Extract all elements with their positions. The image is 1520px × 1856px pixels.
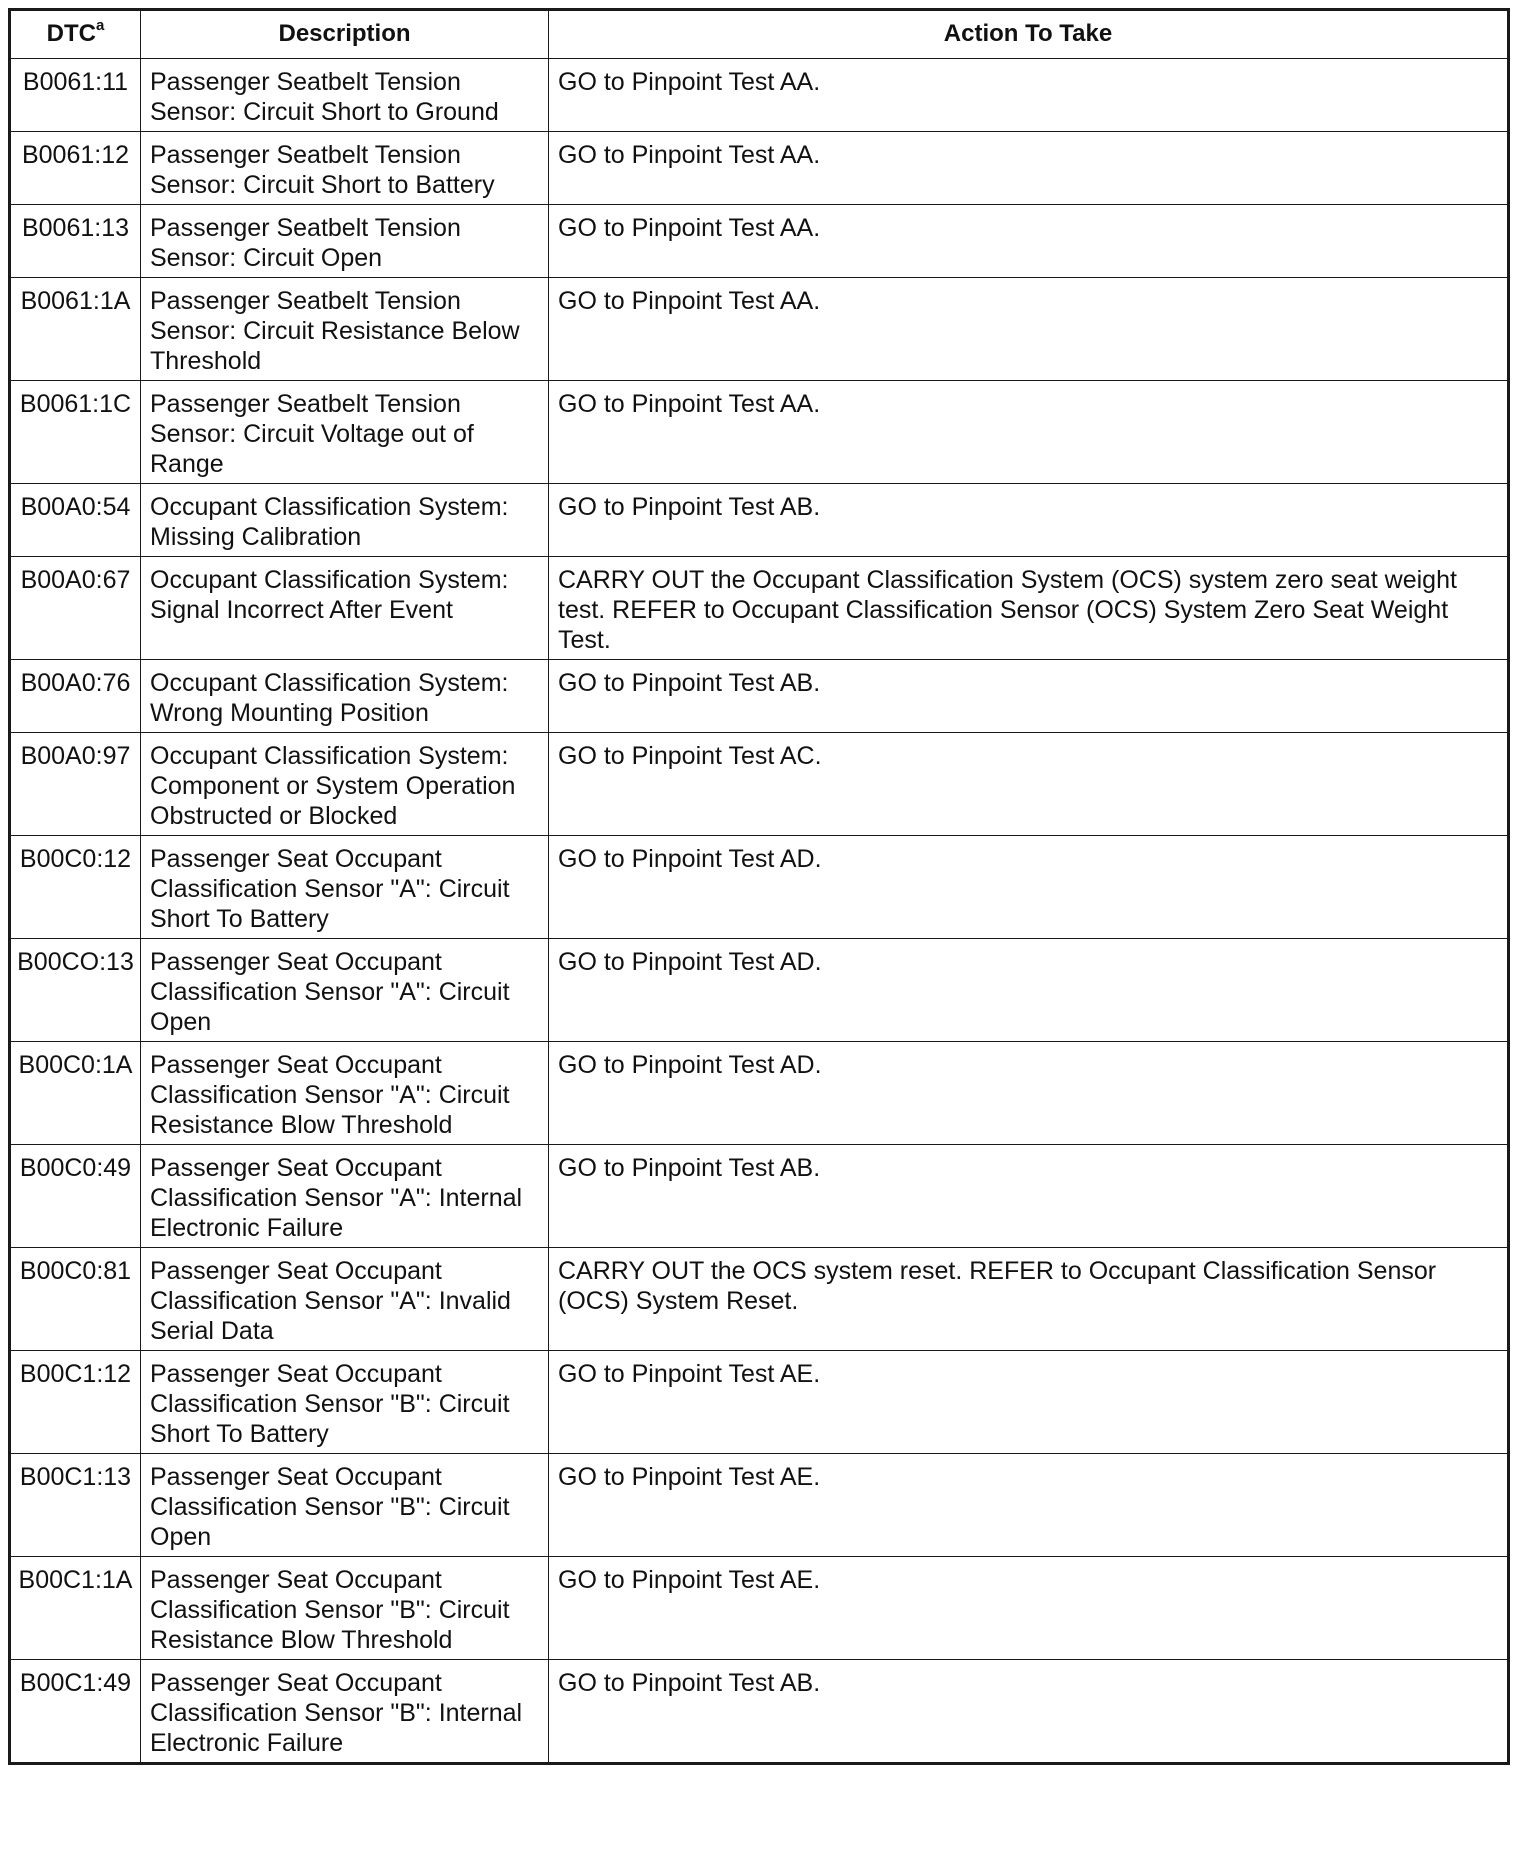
- description-cell: Passenger Seat Occupant Classification Sensor "A": Circuit Short To Battery: [141, 836, 549, 939]
- action-cell: GO to Pinpoint Test AC.: [549, 733, 1509, 836]
- table-row: [10, 1454, 1509, 1557]
- dtc-cell: B00C1:12: [10, 1351, 141, 1454]
- action-cell: GO to Pinpoint Test AB.: [549, 1145, 1509, 1248]
- action-cell: GO to Pinpoint Test AA.: [549, 59, 1509, 132]
- dtc-cell: B00CO:13: [10, 939, 141, 1042]
- dtc-cell: B0061:13: [10, 205, 141, 278]
- action-cell: GO to Pinpoint Test AA.: [549, 381, 1509, 484]
- table-row: [10, 1557, 1509, 1660]
- action-cell: GO to Pinpoint Test AB.: [549, 484, 1509, 557]
- dtc-cell: B00C0:1A: [10, 1042, 141, 1145]
- action-cell: GO to Pinpoint Test AA.: [549, 132, 1509, 205]
- action-cell: GO to Pinpoint Test AB.: [549, 1660, 1509, 1764]
- dtc-cell: B0061:11: [10, 59, 141, 132]
- table-body: [10, 59, 1509, 1764]
- action-cell: GO to Pinpoint Test AE.: [549, 1454, 1509, 1557]
- table-row: [10, 1660, 1509, 1764]
- table-row: [10, 1351, 1509, 1454]
- dtc-cell: B00A0:97: [10, 733, 141, 836]
- dtc-cell: B00C1:13: [10, 1454, 141, 1557]
- action-cell: GO to Pinpoint Test AE.: [549, 1557, 1509, 1660]
- description-cell: Passenger Seat Occupant Classification Sensor "A": Internal Electronic Failure: [141, 1145, 549, 1248]
- table-row: [10, 1042, 1509, 1145]
- table-row: [10, 733, 1509, 836]
- description-cell: Passenger Seat Occupant Classification Sensor "B": Circuit Resistance Blow Threshold: [141, 1557, 549, 1660]
- header-dtc: [10, 10, 141, 59]
- description-cell: Occupant Classification System: Signal Incorrect After Event: [141, 557, 549, 660]
- dtc-cell: B00A0:76: [10, 660, 141, 733]
- dtc-cell: B00C0:49: [10, 1145, 141, 1248]
- action-cell: GO to Pinpoint Test AD.: [549, 1042, 1509, 1145]
- action-cell: CARRY OUT the OCS system reset. REFER to Occupant Classification Sensor (OCS) System Reset.: [549, 1248, 1509, 1351]
- action-cell: CARRY OUT the Occupant Classification System (OCS) system zero seat weight test. REFER to Occupant Classification Sensor (OCS) System Zero Seat Weight Test.: [549, 557, 1509, 660]
- table-row: [10, 205, 1509, 278]
- table-row: [10, 381, 1509, 484]
- table-row: [10, 132, 1509, 205]
- table-row: [10, 278, 1509, 381]
- dtc-cell: B0061:1A: [10, 278, 141, 381]
- dtc-cell: B00C0:81: [10, 1248, 141, 1351]
- dtc-table: [8, 8, 1510, 1765]
- header-dtc-label: DTC: [46, 20, 96, 47]
- table-row: [10, 660, 1509, 733]
- description-cell: Passenger Seatbelt Tension Sensor: Circuit Short to Battery: [141, 132, 549, 205]
- description-cell: Passenger Seat Occupant Classification Sensor "A": Invalid Serial Data: [141, 1248, 549, 1351]
- table-header: [10, 10, 1509, 59]
- dtc-cell: B00C1:1A: [10, 1557, 141, 1660]
- header-dtc-footnote-marker: a: [95, 17, 105, 34]
- action-cell: GO to Pinpoint Test AE.: [549, 1351, 1509, 1454]
- header-action: Action To Take: [549, 10, 1509, 59]
- description-cell: Occupant Classification System: Missing Calibration: [141, 484, 549, 557]
- description-cell: Passenger Seat Occupant Classification Sensor "B": Circuit Open: [141, 1454, 549, 1557]
- dtc-cell: B0061:12: [10, 132, 141, 205]
- description-cell: Passenger Seatbelt Tension Sensor: Circuit Short to Ground: [141, 59, 549, 132]
- dtc-cell: B00C0:12: [10, 836, 141, 939]
- description-cell: Passenger Seat Occupant Classification Sensor "A": Circuit Resistance Blow Threshold: [141, 1042, 549, 1145]
- table-row: [10, 484, 1509, 557]
- description-cell: Passenger Seatbelt Tension Sensor: Circuit Open: [141, 205, 549, 278]
- table-row: [10, 939, 1509, 1042]
- description-cell: Passenger Seatbelt Tension Sensor: Circuit Voltage out of Range: [141, 381, 549, 484]
- header-description: Description: [141, 10, 549, 59]
- description-cell: Passenger Seatbelt Tension Sensor: Circuit Resistance Below Threshold: [141, 278, 549, 381]
- table-row: [10, 836, 1509, 939]
- table-row: [10, 1248, 1509, 1351]
- action-cell: GO to Pinpoint Test AD.: [549, 836, 1509, 939]
- table-row: [10, 1145, 1509, 1248]
- description-cell: Passenger Seat Occupant Classification Sensor "B": Internal Electronic Failure: [141, 1660, 549, 1764]
- dtc-cell: B00C1:49: [10, 1660, 141, 1764]
- dtc-cell: B00A0:54: [10, 484, 141, 557]
- description-cell: Passenger Seat Occupant Classification Sensor "A": Circuit Open: [141, 939, 549, 1042]
- description-cell: Passenger Seat Occupant Classification Sensor "B": Circuit Short To Battery: [141, 1351, 549, 1454]
- action-cell: GO to Pinpoint Test AA.: [549, 278, 1509, 381]
- action-cell: GO to Pinpoint Test AD.: [549, 939, 1509, 1042]
- action-cell: GO to Pinpoint Test AB.: [549, 660, 1509, 733]
- description-cell: Occupant Classification System: Wrong Mounting Position: [141, 660, 549, 733]
- dtc-cell: B00A0:67: [10, 557, 141, 660]
- description-cell: Occupant Classification System: Component or System Operation Obstructed or Blocked: [141, 733, 549, 836]
- dtc-cell: B0061:1C: [10, 381, 141, 484]
- action-cell: GO to Pinpoint Test AA.: [549, 205, 1509, 278]
- header-row: [10, 10, 1509, 59]
- table-row: [10, 557, 1509, 660]
- table-row: [10, 59, 1509, 132]
